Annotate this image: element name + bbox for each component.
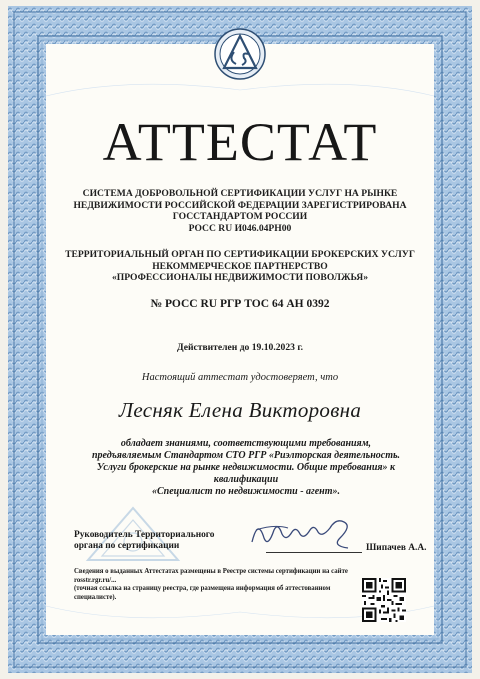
- head-of-organ-label: [74, 530, 234, 552]
- certificate-title: АТТЕСТАТ: [102, 112, 378, 172]
- registry-line: (точная ссылка на страницу реестра, где размещена информация об аттестованном: [74, 585, 331, 593]
- system-line: НЕДВИЖИМОСТИ РОССИЙСКОЙ ФЕДЕРАЦИИ ЗАРЕГИСТРИРОВАНА: [73, 199, 407, 211]
- organ-line: ТЕРРИТОРИАЛЬНЫЙ ОРГАН ПО СЕРТИФИКАЦИИ БРОКЕРСКИХ УСЛУГ: [65, 249, 415, 260]
- handwritten-signature: [244, 508, 362, 556]
- certificate: [8, 6, 472, 673]
- head-line: Руководитель Территориального: [74, 530, 215, 540]
- qualification-line: Услуги брокерские на рынке недвижимости. Общие требования» к: [96, 462, 396, 473]
- holder-name: Лесняк Елена Викторовна: [118, 398, 362, 422]
- certification-logo-icon: [214, 28, 266, 80]
- certification-system-block: [58, 188, 422, 234]
- signer-name: Шипачев А.А.: [366, 543, 427, 553]
- qualification-line: предъявляемым Стандартом СТО РГР «Риэлторская деятельность.: [91, 450, 401, 461]
- qualification-line: «Специалист по недвижимости - агент».: [152, 486, 340, 497]
- certificate-number: № РОСС RU РГР ТОС 64 АН 0392: [150, 298, 330, 310]
- validity-date: Действителен до 19.10.2023 г.: [176, 342, 303, 353]
- organ-line: НЕКОММЕРЧЕСКОЕ ПАРТНЕРСТВО: [152, 260, 328, 272]
- qualification-text: [86, 438, 406, 498]
- registry-note: [74, 568, 374, 602]
- confirmation-text: Настоящий аттестат удостоверяет, что: [141, 372, 339, 383]
- head-line: органа по сертификации: [74, 541, 180, 551]
- system-line: ГОССТАНДАРТОМ РОССИИ: [172, 211, 308, 222]
- registry-line: специалисте).: [74, 593, 117, 601]
- system-line: РОСС RU И046.04РН00: [188, 222, 292, 234]
- organ-line: «ПРОФЕССИОНАЛЫ НЕДВИЖИМОСТИ ПОВОЛЖЬЯ»: [111, 272, 368, 283]
- qualification-line: квалификации: [213, 474, 279, 485]
- certification-organ-block: [58, 249, 422, 284]
- qr-code-icon: [362, 578, 406, 622]
- qualification-line: обладает знаниями, соответствующими требованиям,: [120, 438, 372, 449]
- system-line: СИСТЕМА ДОБРОВОЛЬНОЙ СЕРТИФИКАЦИИ УСЛУГ НА РЫНКЕ: [82, 188, 398, 199]
- registry-line: Сведения о выданных Аттестатах размещены в Реестре системы сертификации на сайте rosstr.rgr.ru/...: [74, 568, 348, 584]
- signature-line: [266, 552, 362, 553]
